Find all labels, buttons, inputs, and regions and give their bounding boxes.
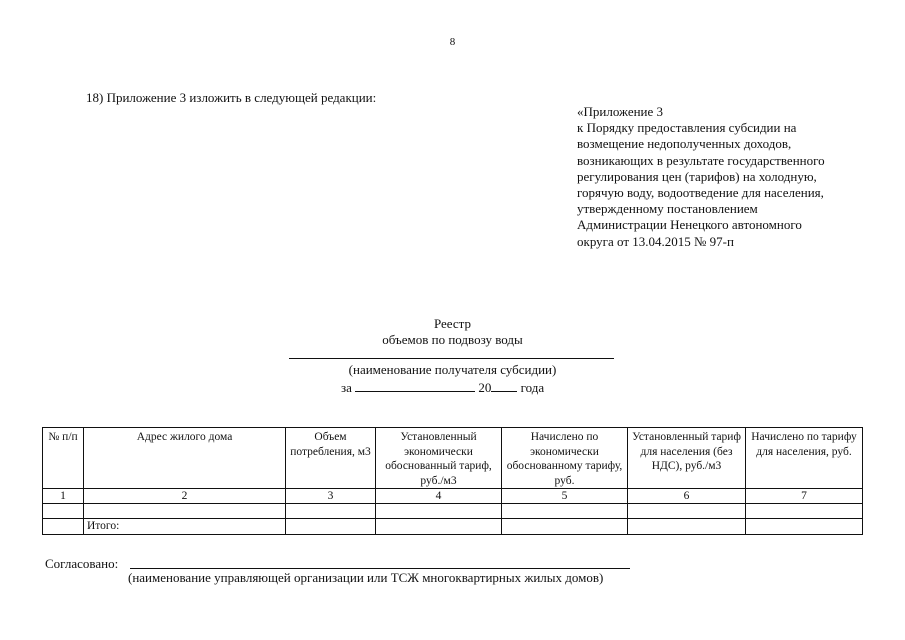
table-cell xyxy=(376,519,502,535)
intro-paragraph: 18) Приложение 3 изложить в следующей редакции: xyxy=(86,90,377,105)
table-cell xyxy=(286,504,376,519)
register-heading xyxy=(0,316,905,348)
header-cell: Адрес жилого дома xyxy=(84,428,286,489)
table-cell xyxy=(43,519,84,535)
appendix-line: регулирования цен (тарифов) на холодную, xyxy=(577,168,817,184)
period-year-prefix: 20 xyxy=(478,380,492,395)
period-suffix: года xyxy=(520,380,545,395)
column-number: 7 xyxy=(746,489,863,504)
column-number: 1 xyxy=(43,489,84,504)
agreed-signature-line xyxy=(130,568,630,569)
table-cell xyxy=(502,504,628,519)
agreed-label: Согласовано: xyxy=(45,556,119,571)
column-number: 5 xyxy=(502,489,628,504)
column-number: 6 xyxy=(628,489,746,504)
table-cell xyxy=(746,504,863,519)
year-blank xyxy=(491,379,517,392)
table-cell xyxy=(376,504,502,519)
table-header-row xyxy=(43,428,863,489)
register-table xyxy=(42,427,863,535)
column-number: 3 xyxy=(286,489,376,504)
appendix-line: к Порядку предоставления субсидии на xyxy=(577,120,797,136)
header-cell: Начислено по экономически обоснованному тарифу, руб. xyxy=(502,428,628,489)
appendix-line: возмещение недополученных доходов, xyxy=(577,136,792,152)
appendix-line: округа от 13.04.2015 № 97-п xyxy=(577,233,734,249)
column-number: 2 xyxy=(84,489,286,504)
appendix-line: Администрации Ненецкого автономного xyxy=(577,217,802,233)
table-cell xyxy=(84,504,286,519)
table-cell xyxy=(286,519,376,535)
appendix-line: утвержденному постановлением xyxy=(577,201,758,217)
header-cell: Установленный тариф для населения (без НДС), руб./м3 xyxy=(628,428,746,489)
period-prefix: за xyxy=(341,380,352,395)
header-cell: Начислено по тарифу для населения, руб. xyxy=(746,428,863,489)
appendix-header-block xyxy=(577,104,877,250)
appendix-line: горячую воду, водоотведение для населения, xyxy=(577,185,824,201)
period-blank xyxy=(355,379,475,392)
table-cell xyxy=(628,504,746,519)
header-cell: Установленный экономически обоснованный тариф, руб./м3 xyxy=(376,428,502,489)
register-subtitle: объемов по подвозу воды xyxy=(382,332,523,347)
period-line xyxy=(341,379,544,396)
header-cell: Объем потребления, м3 xyxy=(286,428,376,489)
table-cell xyxy=(43,504,84,519)
table-row xyxy=(43,504,863,519)
register-title: Реестр xyxy=(433,316,472,331)
appendix-line: «Приложение 3 xyxy=(577,104,664,119)
table-cell xyxy=(746,519,863,535)
total-label: Итого: xyxy=(84,519,286,535)
table-cell xyxy=(502,519,628,535)
appendix-line: возникающих в результате государственного xyxy=(577,152,825,168)
agreed-caption: (наименование управляющей организации или ТСЖ многоквартирных жилых домов) xyxy=(128,570,604,585)
recipient-name-line xyxy=(289,358,614,359)
page-number: 8 xyxy=(449,36,456,48)
table-cell xyxy=(628,519,746,535)
column-number-row xyxy=(43,489,863,504)
column-number: 4 xyxy=(376,489,502,504)
header-cell: № п/п xyxy=(43,428,84,489)
total-row xyxy=(43,519,863,535)
recipient-caption: (наименование получателя субсидии) xyxy=(348,362,557,377)
